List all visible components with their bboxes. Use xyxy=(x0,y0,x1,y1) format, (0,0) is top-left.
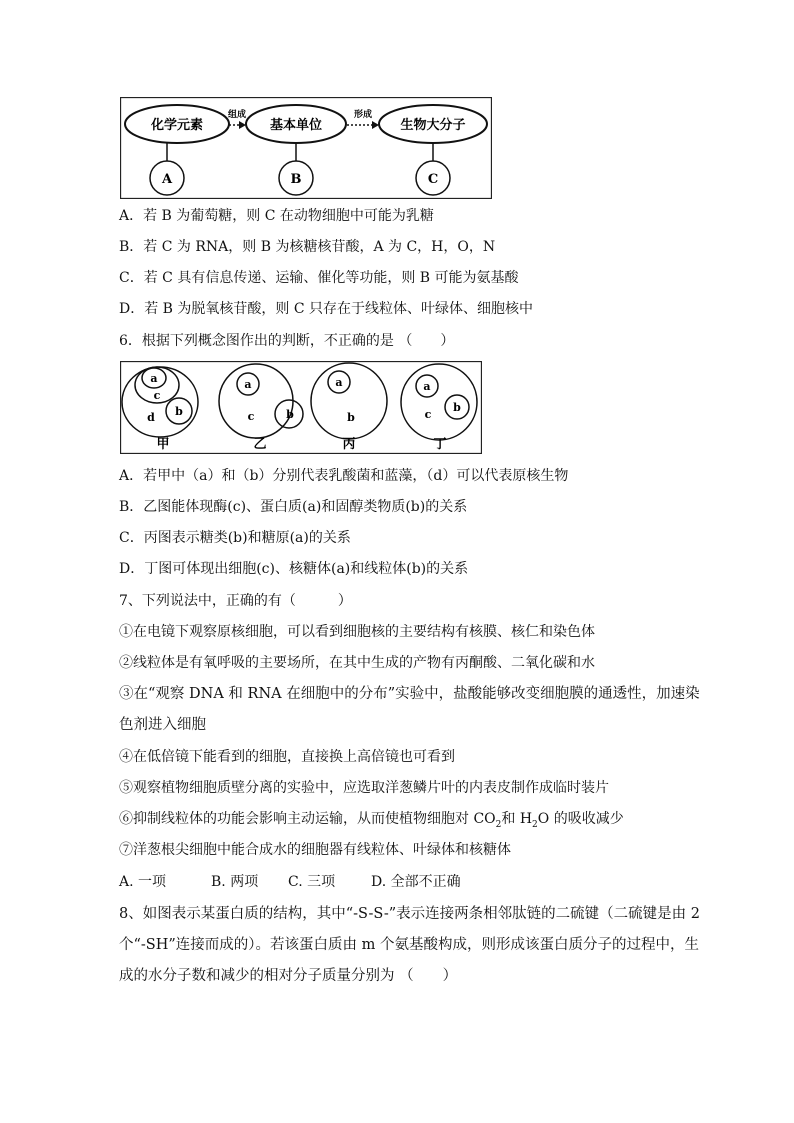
q7-statement-4: ④在低倍镜下能看到的细胞，直接换上高倍镜也可看到 xyxy=(119,749,455,765)
bing-label-a: a xyxy=(335,376,343,389)
venn-panel-ding xyxy=(401,364,477,452)
yi-label-b: b xyxy=(286,408,294,421)
arrow-form-label: 形成 xyxy=(353,110,373,120)
q5-option-d: D．若 B 为脱氧核苷酸，则 C 只存在于线粒体、叶绿体、细胞核中 xyxy=(119,301,534,317)
q7-s6-sub1: 2 xyxy=(495,819,502,830)
q6-option-a: A．若甲中（a）和（b）分别代表乳酸菌和蓝藻，（d）可以代表原核生物 xyxy=(119,468,569,484)
bing-label-b: b xyxy=(347,411,355,424)
q7-s6-pre: ⑥抑制线粒体的功能会影响主动运输，从而使植物细胞对 CO xyxy=(119,811,496,827)
q7-s6-mid: 和 H xyxy=(501,811,533,827)
concept-flow-figure xyxy=(120,97,492,199)
node-units-label: 基本单位 xyxy=(269,118,323,133)
q7-s6-sub2: 2 xyxy=(532,819,538,830)
ding-name: 丁 xyxy=(433,437,447,452)
q6-option-d: D．丁图可体现出细胞(c)、核糖体(a)和线粒体(b)的关系 xyxy=(119,561,469,577)
bing-name: 丙 xyxy=(342,437,356,452)
q7-choice-b: B. 两项 xyxy=(211,874,259,890)
q7-statement-2: ②线粒体是有氧呼吸的主要场所，在其中生成的产物有丙酮酸、二氧化碳和水 xyxy=(119,655,595,671)
q8-line-2: 个“-SH”连接而成的）。若该蛋白质由 m 个氨基酸构成，则形成该蛋白质分子的过程中，生 xyxy=(119,937,700,953)
q7-choice-a: A. 一项 xyxy=(119,874,167,890)
venn-panel-yi xyxy=(219,364,303,452)
q6-stem: 6．根据下列概念图作出的判断，不正确的是 （ ） xyxy=(119,333,455,349)
venn-panel-jia xyxy=(122,367,198,452)
yi-label-a: a xyxy=(244,378,252,391)
arrow-compose-head xyxy=(239,121,246,129)
bing-circle-b xyxy=(311,363,387,439)
yi-name: 乙 xyxy=(253,437,267,452)
circle-c-label: C xyxy=(427,172,439,187)
q7-choice-c: C. 三项 xyxy=(288,874,336,890)
q7-statement-1: ①在电镜下观察原核细胞，可以看到细胞核的主要结构有核膜、核仁和染色体 xyxy=(119,624,595,640)
circle-a-label: A xyxy=(161,172,173,187)
ding-label-b: b xyxy=(453,401,461,414)
q5-option-b: B．若 C 为 RNA，则 B 为核糖核苷酸，A 为 C，H，O，N xyxy=(119,239,496,255)
jia-label-a: a xyxy=(150,372,158,385)
q6-option-c: C．丙图表示糖类(b)和糖原(a)的关系 xyxy=(119,530,351,546)
q7-choice-d: D. 全部不正确 xyxy=(371,874,461,890)
jia-circle-d xyxy=(122,367,198,437)
ding-label-c: c xyxy=(424,408,432,421)
arrow-form-head xyxy=(372,121,379,129)
q7-statement-3a: ③在“观察 DNA 和 RNA 在细胞中的分布”实验中，盐酸能够改变细胞膜的通透性，加速染 xyxy=(119,686,700,702)
q5-option-c: C．若 C 具有信息传递、运输、催化等功能，则 B 可能为氨基酸 xyxy=(119,270,519,286)
q7-s6-post: O 的吸收减少 xyxy=(537,811,624,827)
venn-diagram-figure xyxy=(120,361,482,454)
node-macromolecule-label: 生物大分子 xyxy=(400,118,466,133)
q7-statement-3b: 色剂进入细胞 xyxy=(119,717,206,733)
q7-statement-5: ⑤观察植物细胞质壁分离的实验中，应选取洋葱鳞片叶的内表皮制作成临时装片 xyxy=(119,780,609,796)
jia-label-c: c xyxy=(153,389,161,402)
arrow-compose-label: 组成 xyxy=(227,110,247,120)
q7-stem: 7、下列说法中，正确的有（ ） xyxy=(119,593,352,609)
circle-b-label: B xyxy=(290,172,302,187)
ding-label-a: a xyxy=(423,380,431,393)
jia-name: 甲 xyxy=(156,437,170,452)
jia-label-b: b xyxy=(175,405,183,418)
ding-circle-c xyxy=(401,364,477,440)
q5-option-a: A．若 B 为葡萄糖，则 C 在动物细胞中可能为乳糖 xyxy=(119,208,434,224)
jia-label-d: d xyxy=(147,411,155,424)
node-elements-label: 化学元素 xyxy=(150,118,204,133)
q8-line-3: 成的水分子数和减少的相对分子质量分别为 （ ） xyxy=(119,968,458,984)
q7-statement-7: ⑦洋葱根尖细胞中能合成水的细胞器有线粒体、叶绿体和核糖体 xyxy=(119,842,511,858)
venn-panel-bing xyxy=(311,363,387,452)
q7-statement-6 xyxy=(119,809,624,835)
yi-label-c: c xyxy=(247,410,255,423)
q8-line-1: 8、如图表示某蛋白质的结构，其中“-S-S-”表示连接两条相邻肽链的二硫键（二硫键是由 2 xyxy=(119,906,701,922)
q6-option-b: B．乙图能体现酶(c)、蛋白质(a)和固醇类物质(b)的关系 xyxy=(119,499,468,515)
